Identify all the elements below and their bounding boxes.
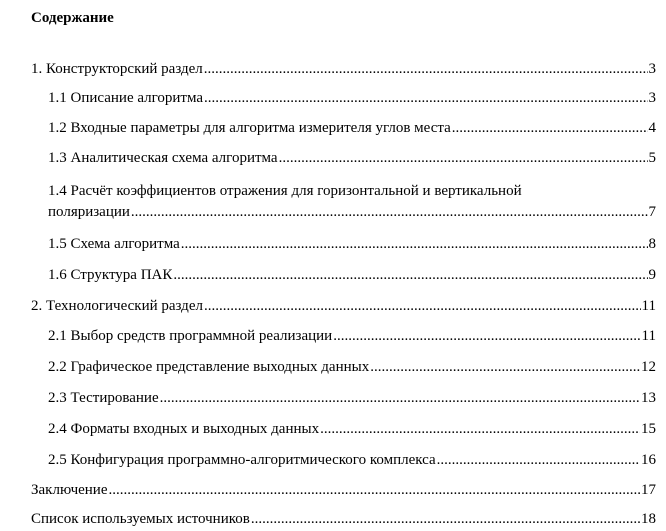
- toc-entry-text-line1: 1.4 Расчёт коэффициентов отражения для горизонтальной и вертикальной: [48, 183, 522, 199]
- toc-page-number: 9: [648, 267, 656, 283]
- dot-leader: [204, 88, 647, 108]
- toc-entry-text: 1.5 Схема алгоритма: [48, 236, 180, 252]
- dot-leader: [370, 357, 640, 377]
- toc-entry-text: 2.4 Форматы входных и выходных данных: [48, 421, 320, 437]
- toc-entry-2-3: [48, 388, 656, 408]
- toc-page-number: 12: [641, 359, 656, 375]
- toc-entry-1-3: [48, 148, 656, 168]
- toc-entry-references: [31, 509, 656, 529]
- toc-page-number: 17: [641, 482, 656, 498]
- toc-entry-1-1: [48, 88, 656, 108]
- dot-leader: [109, 480, 641, 500]
- toc-entry-text: 2.5 Конфигурация программно-алгоритмического комплекса: [48, 452, 436, 468]
- toc-entry-1-2: [48, 118, 656, 138]
- toc-entry-section-1: [31, 59, 656, 79]
- toc-entry-text: 1. Конструкторский раздел: [31, 61, 203, 77]
- toc-entry-2-1: [48, 326, 656, 346]
- toc-page-number: 11: [641, 328, 656, 344]
- toc-entry-text: 1.2 Входные параметры для алгоритма измерителя углов места: [48, 120, 451, 136]
- dot-leader: [251, 509, 640, 529]
- toc-entry-text: 1.6 Структура ПАК: [48, 267, 173, 283]
- toc-page-number: 8: [648, 236, 656, 252]
- toc-entry-text: 2.2 Графическое представление выходных данных: [48, 359, 370, 375]
- toc-page-number: 4: [648, 120, 656, 136]
- dot-leader: [181, 234, 648, 254]
- toc-entry-text: 2. Технологический раздел: [31, 298, 203, 314]
- toc-entry-2-4: [48, 419, 656, 439]
- toc-entry-1-6: [48, 265, 656, 285]
- dot-leader: [437, 450, 640, 470]
- toc-page-number: 13: [641, 390, 656, 406]
- toc-entry-2-5: [48, 450, 656, 470]
- toc-heading: Содержание: [31, 10, 114, 26]
- toc-page-number: 16: [641, 452, 656, 468]
- toc-entry-1-4: [48, 181, 656, 222]
- toc-entry-text: Заключение: [31, 482, 108, 498]
- dot-leader: [333, 326, 640, 346]
- toc-entry-text: Список используемых источников: [31, 511, 250, 527]
- toc-entry-conclusion: [31, 480, 656, 500]
- dot-leader: [452, 118, 648, 138]
- dot-leader: [279, 148, 648, 168]
- toc-entry-section-2: [31, 296, 656, 316]
- dot-leader: [160, 388, 640, 408]
- toc-page-number: 5: [648, 150, 656, 166]
- toc-page-number: 18: [641, 511, 656, 527]
- toc-entry-2-2: [48, 357, 656, 377]
- toc-entry-text: 2.3 Тестирование: [48, 390, 159, 406]
- dot-leader: [204, 296, 641, 316]
- toc-entry-text: 1.1 Описание алгоритма: [48, 90, 204, 106]
- toc-entry-text: 2.1 Выбор средств программной реализации: [48, 328, 333, 344]
- dot-leader: [131, 202, 648, 222]
- toc-page-number: 11: [641, 298, 656, 314]
- toc-page-number: 15: [641, 421, 656, 437]
- toc-entry-text: поляризации: [48, 204, 130, 220]
- toc-entry-text: 1.3 Аналитическая схема алгоритма: [48, 150, 278, 166]
- dot-leader: [173, 265, 647, 285]
- dot-leader: [204, 59, 648, 79]
- toc-page-number: 3: [648, 61, 656, 77]
- toc-entry-1-5: [48, 234, 656, 254]
- toc-page-number: 7: [648, 204, 656, 220]
- toc-page-number: 3: [648, 90, 656, 106]
- dot-leader: [320, 419, 640, 439]
